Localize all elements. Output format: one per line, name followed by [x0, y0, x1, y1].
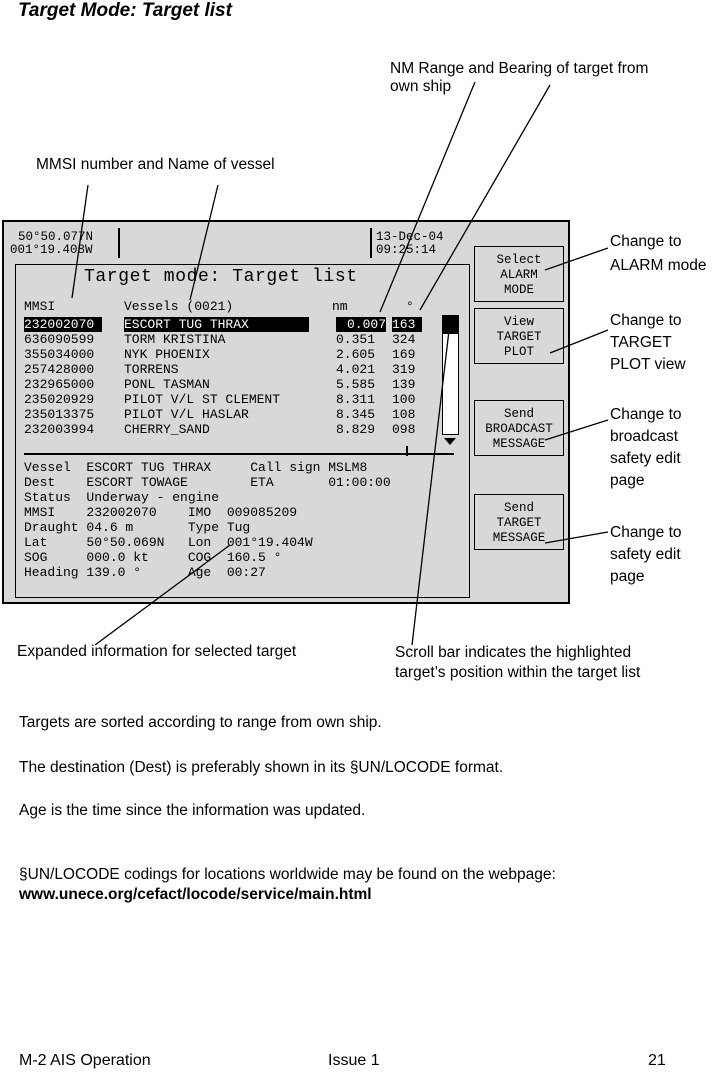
- target-brg: 100: [392, 392, 416, 407]
- panel-title: Target mode: Target list: [84, 267, 358, 287]
- target-name: PILOT V/L ST CLEMENT: [124, 392, 281, 407]
- annotation-line: TARGET: [610, 334, 672, 351]
- annotation-line: PLOT view: [610, 356, 686, 373]
- detail-line: SOG 000.0 kt COG 160.5 °: [24, 550, 282, 565]
- softkey-label: ALARM: [500, 268, 538, 282]
- target-nm: 2.605: [336, 347, 376, 362]
- pointer-line: [545, 532, 608, 543]
- target-nm: 8.345: [336, 407, 376, 422]
- paragraph-destination: The destination (Dest) is preferably shown in its §UN/LOCODE format.: [19, 759, 504, 776]
- annotation-line: target’s position within the target list: [395, 664, 641, 681]
- target-name: TORRENS: [124, 362, 179, 377]
- time-readout: 09:25:14: [376, 243, 437, 257]
- own-lat: 50°50.077N: [18, 230, 94, 244]
- target-brg: 319: [392, 362, 416, 377]
- pointer-line: [420, 85, 550, 310]
- page-title: Target Mode: Target list: [18, 0, 232, 21]
- target-nm: 0.007: [336, 317, 386, 332]
- target-mmsi: 232002070: [24, 317, 102, 332]
- header-mmsi: MMSI: [24, 299, 56, 314]
- target-name: CHERRY_SAND: [124, 422, 210, 437]
- target-nm: 5.585: [336, 377, 376, 392]
- annotation-expanded: Expanded information for selected target: [17, 643, 297, 660]
- header-deg: °: [406, 299, 414, 314]
- target-mmsi: 235013375: [24, 407, 95, 422]
- detail-line: Heading 139.0 ° Age 00:27: [24, 565, 266, 580]
- target-brg: 163: [392, 317, 422, 332]
- annotation-line: Scroll bar indicates the highlighted: [395, 644, 632, 661]
- header-vessels: Vessels (0021): [124, 299, 234, 314]
- pointer-line: [95, 545, 230, 645]
- target-mmsi: 235020929: [24, 392, 95, 407]
- date-readout: 13-Dec-04: [376, 230, 444, 244]
- annotation-line: Change to: [610, 406, 682, 423]
- target-brg: 098: [392, 422, 416, 437]
- target-nm: 0.351: [336, 332, 376, 347]
- pointer-line: [545, 420, 608, 440]
- annotation-line: Change to: [610, 312, 682, 329]
- pointer-line: [190, 185, 218, 300]
- detail-line: Dest ESCORT TOWAGE ETA 01:00:00: [24, 475, 391, 490]
- target-name: NYK PHOENIX: [124, 347, 210, 362]
- softkey-label: Send: [503, 501, 534, 515]
- detail-line: Lat 50°50.069N Lon 001°19.404W: [24, 535, 313, 550]
- footer-center: Issue 1: [328, 1052, 380, 1069]
- annotation-line: Change to: [610, 233, 682, 250]
- annotation-line: page: [610, 568, 645, 585]
- target-mmsi: 232003994: [24, 422, 95, 437]
- target-name: PONL TASMAN: [124, 377, 210, 392]
- target-mmsi: 257428000: [24, 362, 95, 377]
- locode-url-link[interactable]: www.unece.org/cefact/locode/service/main.html: [19, 886, 372, 903]
- target-brg: 108: [392, 407, 416, 422]
- header-nm: nm: [332, 299, 348, 314]
- target-brg: 324: [392, 332, 416, 347]
- annotation-line: broadcast: [610, 428, 679, 445]
- target-brg: 169: [392, 347, 416, 362]
- pointer-line: [412, 322, 450, 645]
- paragraph-locode: §UN/LOCODE codings for locations worldwide may be found on the webpage:: [19, 866, 556, 883]
- target-brg: 139: [392, 377, 416, 392]
- pointer-line: [545, 248, 608, 270]
- pointer-line: [72, 185, 88, 298]
- softkey-label: Select: [496, 253, 542, 267]
- annotation-mmsi-name: MMSI number and Name of vessel: [36, 156, 275, 173]
- softkey-label: TARGET: [496, 330, 542, 344]
- annotation-line: Change to: [610, 524, 682, 541]
- softkey-label: MESSAGE: [492, 531, 546, 545]
- annotation-line: ALARM mode: [610, 257, 707, 274]
- softkey-label: PLOT: [503, 345, 534, 359]
- target-name: ESCORT TUG THRAX: [124, 317, 309, 332]
- target-mmsi: 355034000: [24, 347, 95, 362]
- footer-left: M-2 AIS Operation: [19, 1052, 151, 1069]
- own-lon: 001°19.408W: [10, 243, 93, 257]
- softkey-label: MESSAGE: [492, 437, 546, 451]
- target-nm: 4.021: [336, 362, 376, 377]
- detail-line: MMSI 232002070 IMO 009085209: [24, 505, 298, 520]
- softkey-label: TARGET: [496, 516, 542, 530]
- detail-line: Draught 04.6 m Type Tug: [24, 520, 251, 535]
- target-mmsi: 636090599: [24, 332, 95, 347]
- target-nm: 8.311: [336, 392, 376, 407]
- target-name: TORM KRISTINA: [124, 332, 226, 347]
- softkey-label: MODE: [503, 283, 534, 297]
- annotation-line: safety edit: [610, 450, 681, 467]
- softkey-label: View: [503, 315, 534, 329]
- annotation-line: NM Range and Bearing of target from: [390, 60, 649, 77]
- pointer-line: [550, 330, 608, 353]
- softkey-label: BROADCAST: [485, 422, 553, 436]
- target-nm: 8.829: [336, 422, 376, 437]
- paragraph-age: Age is the time since the information was updated.: [19, 802, 366, 819]
- detail-line: Status Underway - engine: [24, 490, 220, 505]
- annotation-line: page: [610, 472, 645, 489]
- softkey-label: Send: [503, 407, 534, 421]
- annotation-line: own ship: [390, 78, 452, 95]
- pointer-line: [380, 82, 475, 312]
- target-name: PILOT V/L HASLAR: [124, 407, 249, 422]
- paragraph-sorting: Targets are sorted according to range from own ship.: [19, 714, 382, 731]
- target-mmsi: 232965000: [24, 377, 95, 392]
- detail-line: Vessel ESCORT TUG THRAX Call sign MSLM8: [24, 460, 368, 475]
- page-number: 21: [648, 1052, 666, 1069]
- annotation-line: safety edit: [610, 546, 681, 563]
